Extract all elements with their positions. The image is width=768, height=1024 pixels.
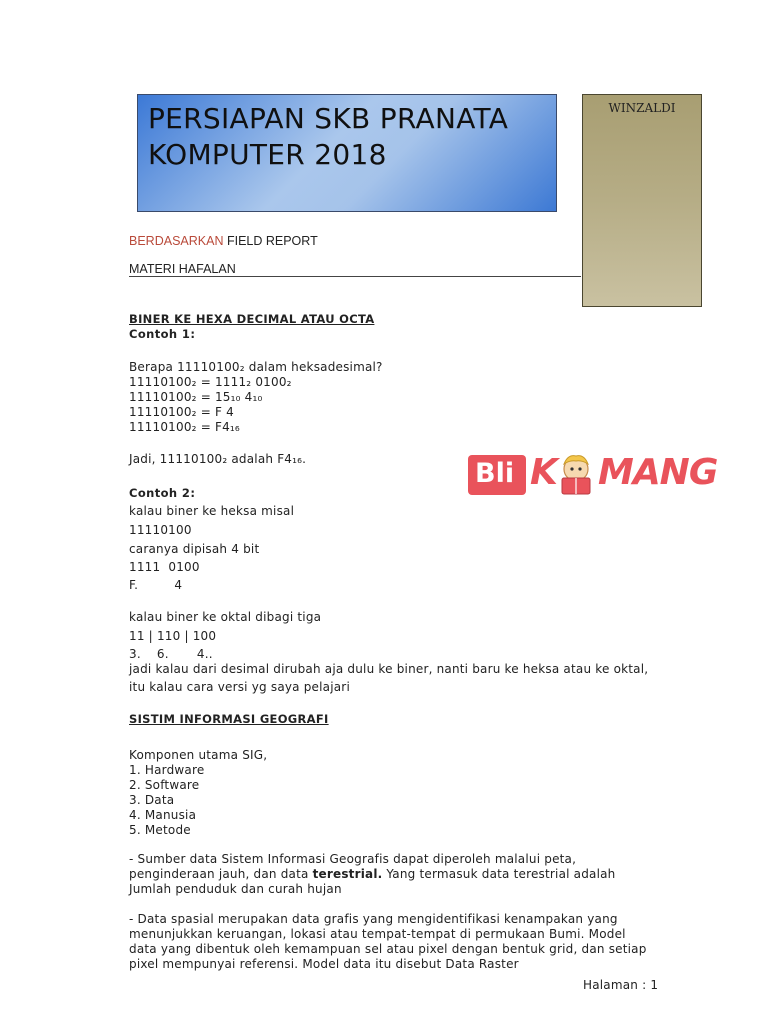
sig-intro: Komponen utama SIG, bbox=[129, 748, 268, 762]
step-3: 11110100₂ = F 4 bbox=[129, 405, 234, 419]
reading-boy-icon bbox=[554, 452, 598, 498]
ex2-line-4: 1111 0100 bbox=[129, 560, 200, 574]
paragraph2-line1: - Data spasial merupakan data grafis yang mengidentifikasi kenampakan yang bbox=[129, 912, 618, 926]
step-1: 11110100₂ = 1111₂ 0100₂ bbox=[129, 375, 292, 389]
paragraph1-line1: - Sumber data Sistem Informasi Geografis dapat diperoleh malalui peta, bbox=[129, 852, 577, 866]
document-title bbox=[148, 101, 508, 173]
title-line-2: KOMPUTER 2018 bbox=[148, 138, 387, 171]
logo-bli-badge bbox=[468, 455, 526, 495]
question: Berapa 11110100₂ dalam heksadesimal? bbox=[129, 360, 383, 374]
page-number: Halaman : 1 bbox=[583, 978, 659, 992]
ex2-line-3: caranya dipisah 4 bit bbox=[129, 542, 260, 556]
conclusion: Jadi, 11110100₂ adalah F4₁₆. bbox=[129, 452, 307, 466]
ex2-line-8: 3. 6. 4.. bbox=[129, 647, 213, 661]
p1-post: Yang termasuk data terestrial adalah bbox=[382, 867, 616, 881]
p1-bold-term: terestrial. bbox=[312, 867, 383, 881]
sig-item-3: 3. Data bbox=[129, 793, 175, 807]
logo-mang-text: MANG bbox=[598, 452, 718, 493]
logo-bli-text: Bli bbox=[475, 458, 515, 489]
ex2-line-6: kalau biner ke oktal dibagi tiga bbox=[129, 610, 322, 624]
step-2: 11110100₂ = 15₁₀ 4₁₀ bbox=[129, 390, 263, 404]
based-on-line bbox=[129, 234, 318, 248]
ex2-line-7: 11 | 110 | 100 bbox=[129, 629, 217, 643]
sig-item-1: 1. Hardware bbox=[129, 763, 205, 777]
example2-label: Contoh 2: bbox=[129, 486, 196, 500]
ex2-line-1: kalau biner ke heksa misal bbox=[129, 504, 295, 518]
title-line-1: PERSIAPAN SKB PRANATA bbox=[148, 102, 509, 135]
subtitle: MATERI HAFALAN bbox=[129, 262, 236, 276]
paragraph2-line3: data yang dibentuk oleh kemampuan sel atau pixel dengan bentuk grid, dan setiap bbox=[129, 942, 647, 956]
ex2-line-2: 11110100 bbox=[129, 523, 192, 537]
example1-label: Contoh 1: bbox=[129, 327, 196, 341]
sig-item-4: 4. Manusia bbox=[129, 808, 197, 822]
author-name: WINZALDI bbox=[608, 101, 676, 115]
logo-k-text: K bbox=[530, 452, 557, 493]
paragraph1-line2 bbox=[129, 867, 616, 881]
divider-line bbox=[129, 276, 581, 277]
based-on-rest: FIELD REPORT bbox=[223, 234, 318, 248]
blikomang-logo bbox=[468, 452, 718, 498]
sig-item-5: 5. Metode bbox=[129, 823, 191, 837]
ex2-line-9: jadi kalau dari desimal dirubah aja dulu ke biner, nanti baru ke heksa atau ke oktal, bbox=[129, 662, 649, 676]
paragraph1-line3: Jumlah penduduk dan curah hujan bbox=[129, 882, 342, 896]
ex2-line-5: F. 4 bbox=[129, 578, 183, 592]
step-4: 11110100₂ = F4₁₆ bbox=[129, 420, 240, 434]
section2-heading: SISTIM INFORMASI GEOGRAFI bbox=[129, 712, 329, 726]
paragraph2-line2: menunjukkan keruangan, lokasi atau tempat-tempat di permukaan Bumi. Model bbox=[129, 927, 626, 941]
section1-heading: BINER KE HEXA DECIMAL ATAU OCTA bbox=[129, 312, 375, 326]
ex2-line-10: itu kalau cara versi yg saya pelajari bbox=[129, 680, 350, 694]
p1-pre: penginderaan jauh, dan data bbox=[129, 867, 313, 881]
sig-item-2: 2. Software bbox=[129, 778, 200, 792]
based-on-highlight: BERDASARKAN bbox=[129, 234, 224, 248]
paragraph2-line4: pixel mempunyai referensi. Model data itu disebut Data Raster bbox=[129, 957, 519, 971]
author-box bbox=[582, 94, 702, 307]
title-box bbox=[137, 94, 557, 212]
